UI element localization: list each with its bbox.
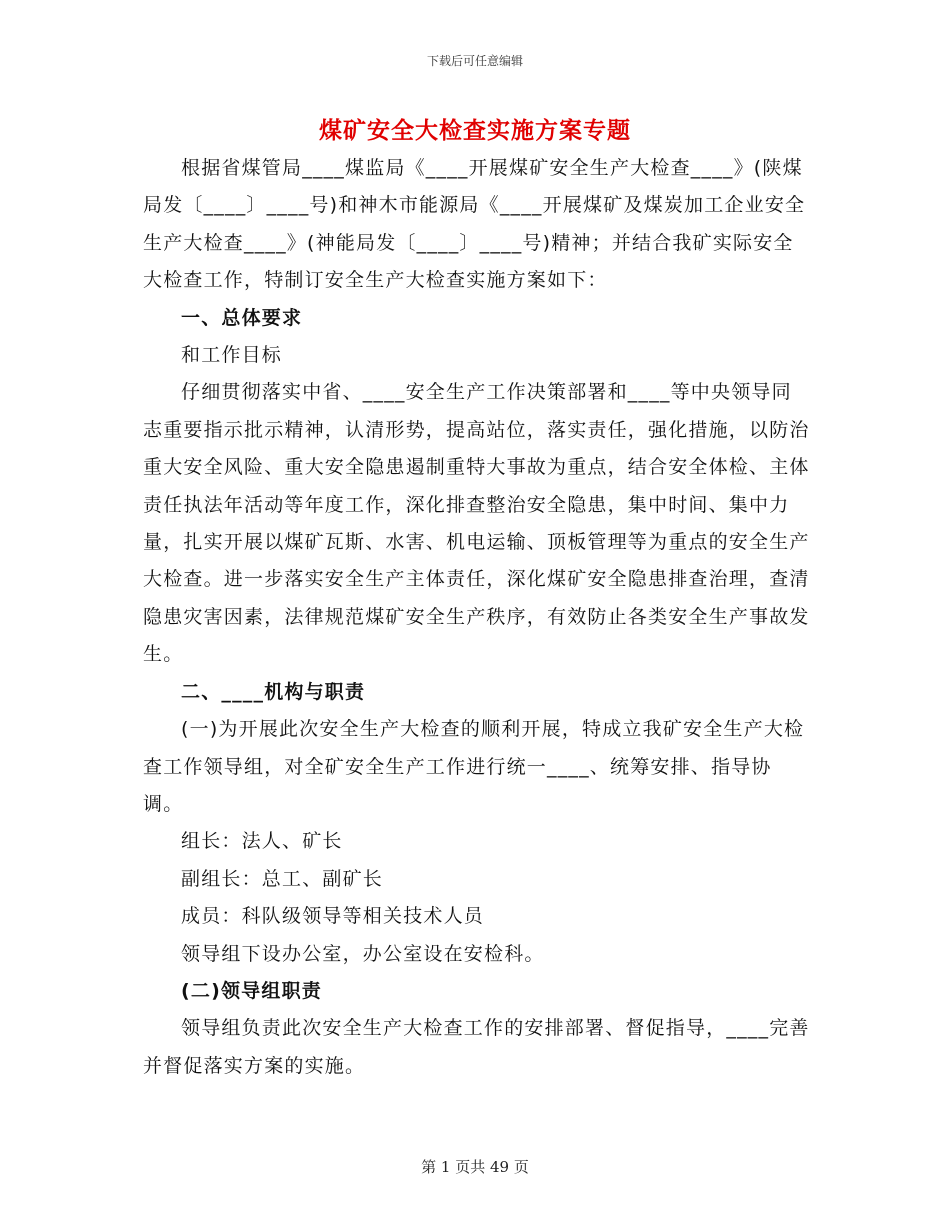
section-heading-1: 一、总体要求 [181, 306, 303, 329]
document-body [143, 150, 811, 1085]
document-title: 煤矿安全大检查实施方案专题 [319, 118, 631, 144]
goal-paragraph: 仔细贯彻落实中省、____安全生产工作决策部署和____等中央领导同志重要指示批示精神，认清形势，提高站位，落实责任，强化措施，以防治重大安全风险、重大安全隐患遏制重特大事故为重点，结合安全体检、主体责任执法年活动等年度工作，深化排查整治安全隐患，集中时间、集中力量，扎实开展以煤矿瓦斯、水害、机电运输、顶板管理等为重点的安全生产大检查。进一步落实安全生产主体责任，深化煤矿安全隐患排查治理，查清隐患灾害因素，法律规范煤矿安全生产秩序，有效防止各类安全生产事故发生。 [143, 381, 810, 666]
page-header-note: 下载后可任意编辑 [426, 54, 523, 68]
members-line: 成员：科队级领导等相关技术人员 [181, 905, 485, 928]
organization-paragraph: (一)为开展此次安全生产大检查的顺利开展，特成立我矿安全生产大检查工作领导组，对全矿安全生产工作进行统一____、统筹安排、指导协调。 [143, 718, 805, 815]
section-heading-2: 二、____机构与职责 [181, 680, 366, 703]
duties-paragraph: 领导组负责此次安全生产大检查工作的安排部署、督促指导，____完善并督促落实方案的实施。 [143, 1017, 810, 1077]
office-line: 领导组下设办公室，办公室设在安检科。 [181, 942, 545, 965]
subheading-work-goal: 和工作目标 [181, 344, 283, 367]
page-number-footer: 第 1 页共 49 页 [421, 1158, 529, 1176]
deputy-leader-line: 副组长：总工、副矿长 [181, 867, 384, 890]
team-leader-line: 组长：法人、矿长 [181, 830, 343, 853]
intro-paragraph: 根据省煤管局____煤监局《____开展煤矿安全生产大检查____》(陕煤局发〔____〕____号)和神木市能源局《____开展煤矿及煤炭加工企业安全生产大检查____》(神能局发〔____〕____号)精神；并结合我矿实际安全大检查工作，特制订安全生产大检查实施方案如下： [143, 157, 806, 292]
subsection-heading-duties: (二)领导组职责 [181, 979, 322, 1002]
